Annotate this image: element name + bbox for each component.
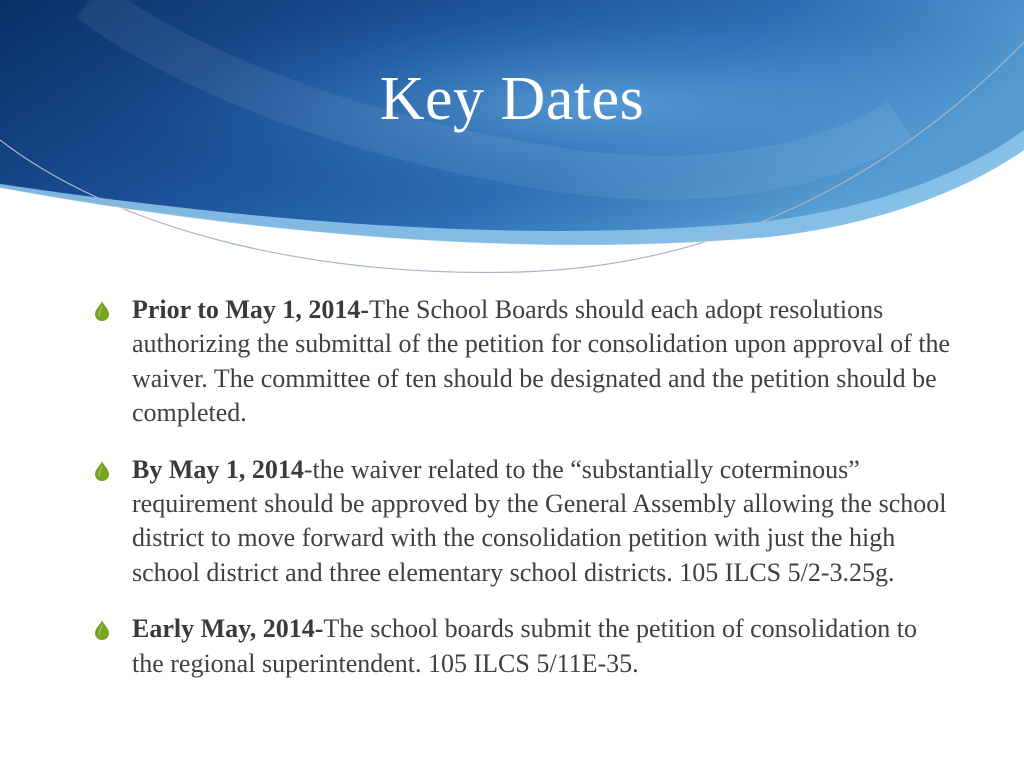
leaf-bullet-icon bbox=[94, 301, 110, 321]
bullet-list bbox=[94, 293, 954, 703]
bullet-date-label: By May 1, 2014 bbox=[132, 454, 304, 484]
list-item bbox=[94, 293, 954, 431]
bullet-text bbox=[132, 293, 954, 431]
list-item bbox=[94, 612, 954, 681]
bullet-date-label: Early May, 2014- bbox=[132, 614, 324, 644]
leaf-bullet-icon bbox=[94, 620, 110, 640]
bullet-text bbox=[132, 453, 954, 591]
bullet-text bbox=[132, 612, 954, 681]
page-title: Key Dates bbox=[379, 65, 645, 133]
header-wave-background bbox=[0, 0, 1024, 290]
list-item bbox=[94, 453, 954, 591]
leaf-bullet-icon bbox=[94, 461, 110, 481]
bullet-body: The School Boards should each adopt resolutions authorizing the submittal of the petition for consolidation upon approval of the waiver. The committee of ten should be designated and the petition should be completed. bbox=[132, 295, 951, 428]
bullet-body: The school boards submit the petition of consolidation to the regional superintendent. 105 ILCS 5/11E-35. bbox=[132, 614, 917, 678]
bullet-body: -the waiver related to the “substantially coterminous” requirement should be approved by the General Assembly allowing the school district to move forward with the consolidation petition with just the high school district and three elementary school districts. 105 ILCS 5/2-3.25g. bbox=[132, 454, 947, 587]
bullet-date-label: Prior to May 1, 2014- bbox=[132, 295, 370, 324]
